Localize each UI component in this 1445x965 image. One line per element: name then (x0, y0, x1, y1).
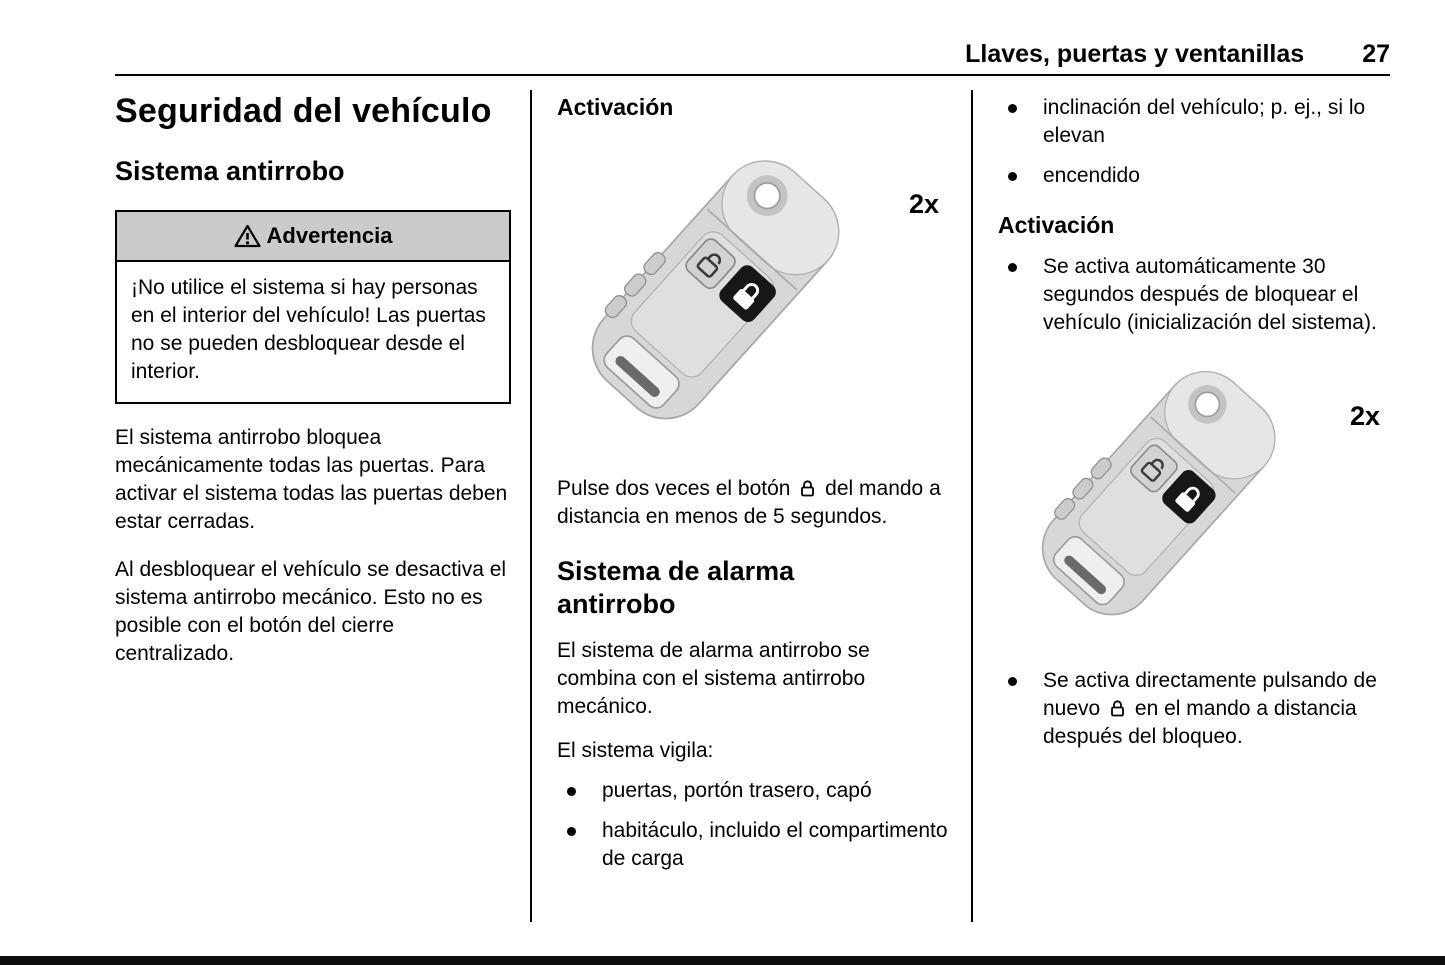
key-fob-illustration (557, 137, 949, 455)
paragraph-alarm-intro: El sistema de alarma antirrobo se combina con el sistema antirrobo mecánico. (557, 639, 870, 718)
direct-text-after: en el mando a distancia después del bloqueo. (1043, 697, 1357, 748)
warning-label: Advertencia (266, 223, 393, 248)
direct-text-before: Se activa directamente pulsando de nuevo (1043, 669, 1377, 720)
lock-icon (1110, 700, 1125, 717)
paragraph-press-twice (557, 475, 953, 531)
press-text-before: Pulse dos veces el botón (557, 477, 791, 500)
bullet-dot (567, 787, 576, 796)
list-item-doors (557, 777, 953, 805)
paragraph-monitors-label: El sistema vigila: (557, 739, 714, 762)
warning-triangle-icon (234, 224, 261, 248)
bullet-dot (1008, 104, 1017, 113)
header-rule (115, 74, 1390, 76)
alarm-system-title: Sistema de alarma antirrobo (557, 556, 795, 619)
press-count-label: 2x (908, 189, 939, 219)
bullet-dot (1008, 263, 1017, 272)
list-item-direct-activation (998, 667, 1391, 751)
press-text-after: del mando a distancia en menos de 5 segundos. (557, 477, 941, 528)
column-activation-alarm (557, 88, 953, 873)
list-item-interior (557, 817, 953, 873)
key-fob-figure (557, 137, 949, 455)
page-number: 27 (1362, 40, 1390, 68)
warning-body: ¡No utilice el sistema si hay personas en el interior del vehículo! Las puertas no se pueden desbloquear desde el interior. (131, 276, 486, 383)
column-alarm-activation (998, 88, 1391, 751)
paragraph-antitheft-1: El sistema antirrobo bloquea mecánicamente todas las puertas. Para activar el sistema todas las puertas deben estar cerradas. (115, 426, 508, 533)
column-divider-1 (530, 90, 532, 922)
activation-heading: Activación (998, 212, 1115, 238)
bullet-text: encendido (1043, 164, 1140, 187)
list-item-auto-activation (998, 253, 1391, 337)
press-count-label: 2x (1349, 401, 1380, 431)
bullet-text: Se activa automáticamente 30 segundos después de bloquear el vehículo (inicialización del sistema). (1043, 255, 1377, 334)
paragraph-antitheft-2: Al desbloquear el vehículo se desactiva el sistema antirrobo mecánico. Esto no es posible con el botón del cierre centralizado. (115, 558, 507, 665)
page-header (965, 40, 1390, 69)
chapter-title: Llaves, puertas y ventanillas (965, 40, 1305, 68)
bullet-dot (567, 827, 576, 836)
activation-heading: Activación (557, 94, 674, 120)
warning-header (117, 212, 509, 262)
key-fob-illustration (998, 349, 1390, 649)
section-title: Seguridad del vehículo (115, 92, 492, 130)
lock-icon (800, 480, 815, 497)
bullet-text: puertas, portón trasero, capó (602, 779, 872, 802)
bullet-text: habitáculo, incluido el compartimento de carga (602, 819, 948, 870)
list-item-tilt (998, 94, 1391, 150)
page-bottom-edge (0, 956, 1445, 965)
bullet-text (1043, 667, 1391, 751)
bullet-dot (1008, 172, 1017, 181)
subsection-title: Sistema antirrobo (115, 156, 345, 186)
bullet-dot (1008, 677, 1017, 686)
column-vehicle-security (115, 88, 511, 668)
key-fob-figure (998, 349, 1390, 649)
warning-box (115, 210, 511, 404)
column-divider-2 (971, 90, 973, 922)
list-item-ignition (998, 162, 1391, 190)
bullet-text: inclinación del vehículo; p. ej., si lo elevan (1043, 96, 1366, 147)
